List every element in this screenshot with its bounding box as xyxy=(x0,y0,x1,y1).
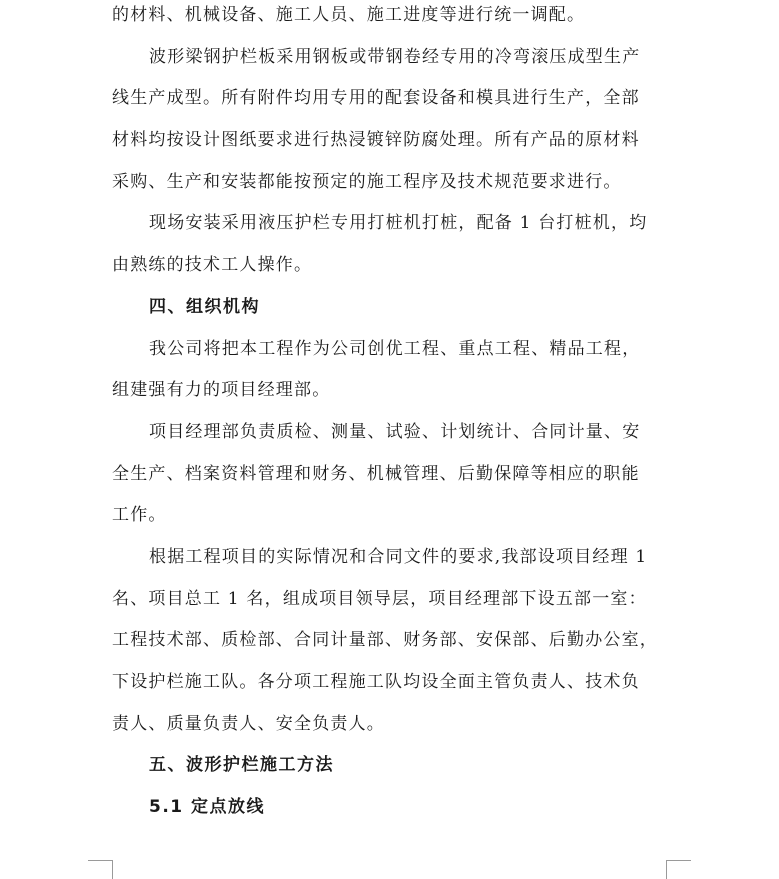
paragraph-line: 采购、生产和安装都能按预定的施工程序及技术规范要求进行。 xyxy=(112,171,622,192)
section-heading: 四、组织机构 xyxy=(149,296,260,317)
paragraph-line: 全生产、档案资料管理和财务、机械管理、后勤保障等相应的职能 xyxy=(112,463,640,484)
subsection-heading: 5.1 定点放线 xyxy=(149,797,266,818)
paragraph-line: 根据工程项目的实际情况和合同文件的要求,我部设项目经理 1 xyxy=(149,546,648,567)
paragraph-line: 材料均按设计图纸要求进行热浸镀锌防腐处理。所有产品的原材料 xyxy=(112,130,640,151)
paragraph-line: 的材料、机械设备、施工人员、施工进度等进行统一调配。 xyxy=(112,5,586,25)
paragraph-line: 组建强有力的项目经理部。 xyxy=(112,380,331,401)
paragraph-line: 工作。 xyxy=(112,505,167,526)
paragraph-line: 项目经理部负责质检、测量、试验、计划统计、合同计量、安 xyxy=(149,421,641,442)
paragraph-line: 工程技术部、质检部、合同计量部、财务部、安保部、后勤办公室， xyxy=(112,630,658,651)
paragraph-line: 下设护栏施工队。各分项工程施工队均设全面主管负责人、技术负 xyxy=(112,672,640,692)
paragraph-line: 线生产成型。所有附件均用专用的配套设备和模具进行生产，全部 xyxy=(112,88,640,109)
paragraph-line: 由熟练的技术工人操作。 xyxy=(112,255,313,276)
paragraph-line: 我公司将把本工程作为公司创优工程、重点工程、精品工程， xyxy=(149,338,641,359)
paragraph-line: 名、项目总工 1 名，组成项目领导层，项目经理部下设五部一室： xyxy=(112,588,647,609)
paragraph-line: 波形梁钢护栏板采用钢板或带钢卷经专用的冷弯滚压成型生产 xyxy=(149,46,641,67)
page-corner-mark-left xyxy=(88,860,113,879)
paragraph-line: 责人、质量负责人、安全负责人。 xyxy=(112,713,385,734)
section-heading: 五、波形护栏施工方法 xyxy=(149,755,334,776)
paragraph-line: 现场安装采用液压护栏专用打桩机打桩，配备 1 台打桩机，均 xyxy=(149,213,648,234)
page-corner-mark-right xyxy=(666,860,691,879)
document-body xyxy=(112,0,660,829)
